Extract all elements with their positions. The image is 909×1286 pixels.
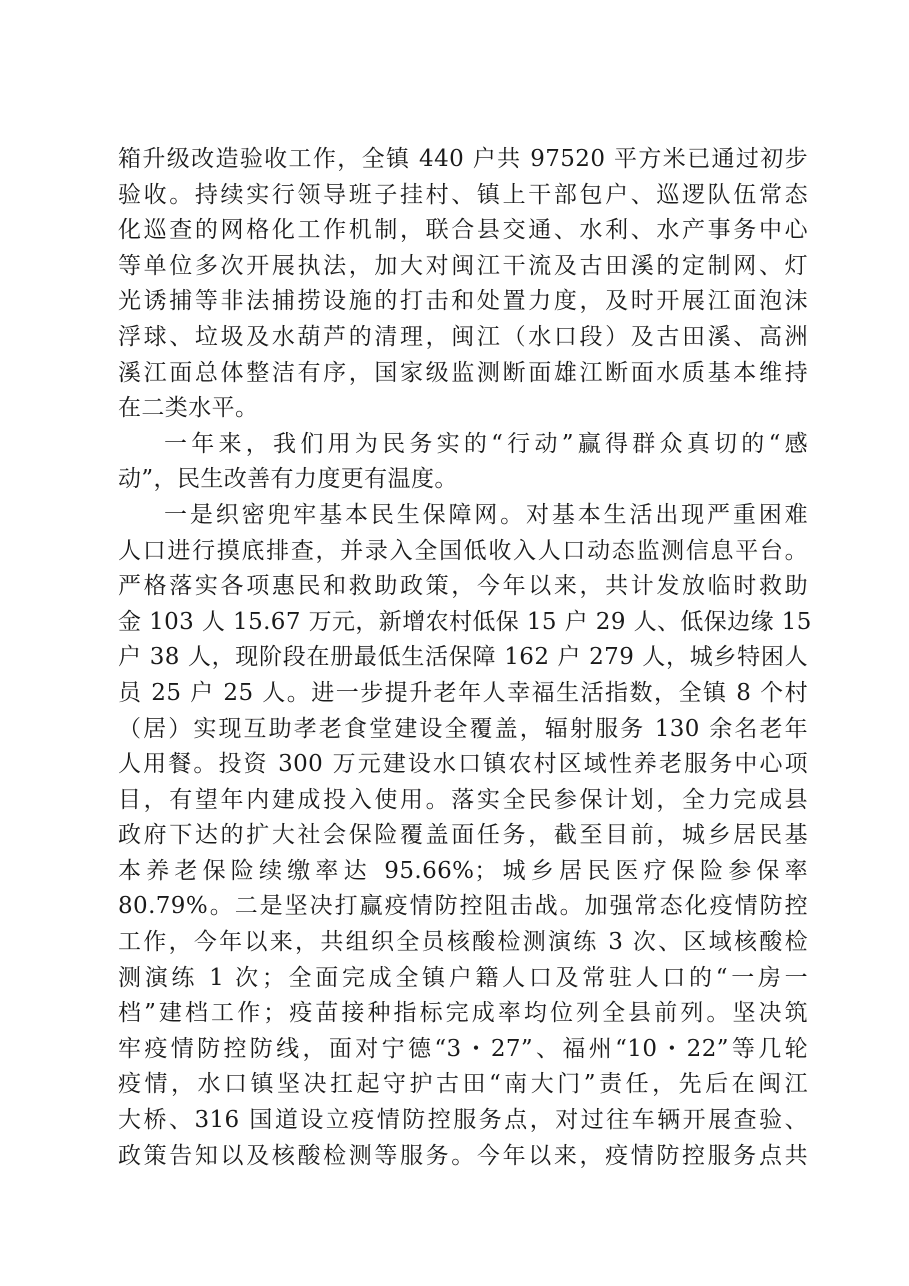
text-line: 金 103 人 15.67 万元，新增农村低保 15 户 29 人、低保边缘 15 (118, 608, 812, 635)
text-line: 光诱捕等非法捕捞设施的打击和处置力度，及时开展江面泡沫 (118, 288, 808, 315)
text-line: 等单位多次开展执法，加大对闽江干流及古田溪的定制网、灯 (118, 252, 808, 279)
text-line: 政府下达的扩大社会保险覆盖面任务，截至目前，城乡居民基 (118, 822, 808, 849)
paragraph-start-line: 一是织密兜牢基本民生保障网。对基本生活出现严重困难 (164, 501, 808, 528)
body-text (118, 142, 812, 1174)
text-line: 80.79%。二是坚决打赢疫情防控阻击战。加强常态化疫情防控 (118, 893, 808, 920)
paragraph-start-line: 一年来，我们用为民务实的“行动”赢得群众真切的“感 (164, 430, 808, 457)
text-line: 箱升级改造验收工作，全镇 440 户共 97520 平方米已通过初步 (118, 146, 808, 172)
text-line: 员 25 户 25 人。进一步提升老年人幸福生活指数，全镇 8 个村 (118, 679, 808, 706)
text-line: 户 38 人，现阶段在册最低生活保障 162 户 279 人，城乡特困人 (118, 644, 808, 671)
text-line: 本养老保险续缴率达 95.66%；城乡居民医疗保险参保率 (118, 857, 808, 884)
text-line: 档”建档工作；疫苗接种指标完成率均位列全县前列。坚决筑 (118, 1000, 808, 1027)
text-line: 人用餐。投资 300 万元建设水口镇农村区域性养老服务中心项 (118, 751, 808, 778)
text-line: 工作，今年以来，共组织全员核酸检测演练 3 次、区域核酸检 (118, 929, 808, 956)
text-line: 动”，民生改善有力度更有温度。 (118, 466, 458, 493)
text-line: 浮球、垃圾及水葫芦的清理，闽江（水口段）及古田溪、高洲 (118, 323, 808, 350)
text-line: 疫情，水口镇坚决扛起守护古田“南大门”责任，先后在闽江 (118, 1071, 808, 1098)
text-line: 政策告知以及核酸检测等服务。今年以来，疫情防控服务点共 (118, 1142, 808, 1169)
text-line: 验收。持续实行领导班子挂村、镇上干部包户、巡逻队伍常态 (118, 181, 808, 208)
text-line: 目，有望年内建成投入使用。落实全民参保计划，全力完成县 (118, 786, 808, 813)
text-line: （居）实现互助孝老食堂建设全覆盖，辐射服务 130 余名老年 (118, 715, 808, 742)
text-line: 人口进行摸底排查，并录入全国低收入人口动态监测信息平台。 (118, 537, 808, 564)
text-line: 在二类水平。 (118, 395, 259, 422)
text-line: 大桥、316 国道设立疫情防控服务点，对过往车辆开展查验、 (118, 1107, 808, 1134)
text-line: 溪江面总体整洁有序，国家级监测断面雄江断面水质基本维持 (118, 359, 808, 386)
text-line: 化巡查的网格化工作机制，联合县交通、水利、水产事务中心 (118, 217, 808, 244)
text-line: 严格落实各项惠民和救助政策，今年以来，共计发放临时救助 (118, 573, 808, 600)
text-line: 测演练 1 次；全面完成全镇户籍人口及常驻人口的“一房一 (118, 964, 808, 991)
text-line: 牢疫情防控防线，面对宁德“3・27”、福州“10・22”等几轮 (118, 1035, 808, 1062)
